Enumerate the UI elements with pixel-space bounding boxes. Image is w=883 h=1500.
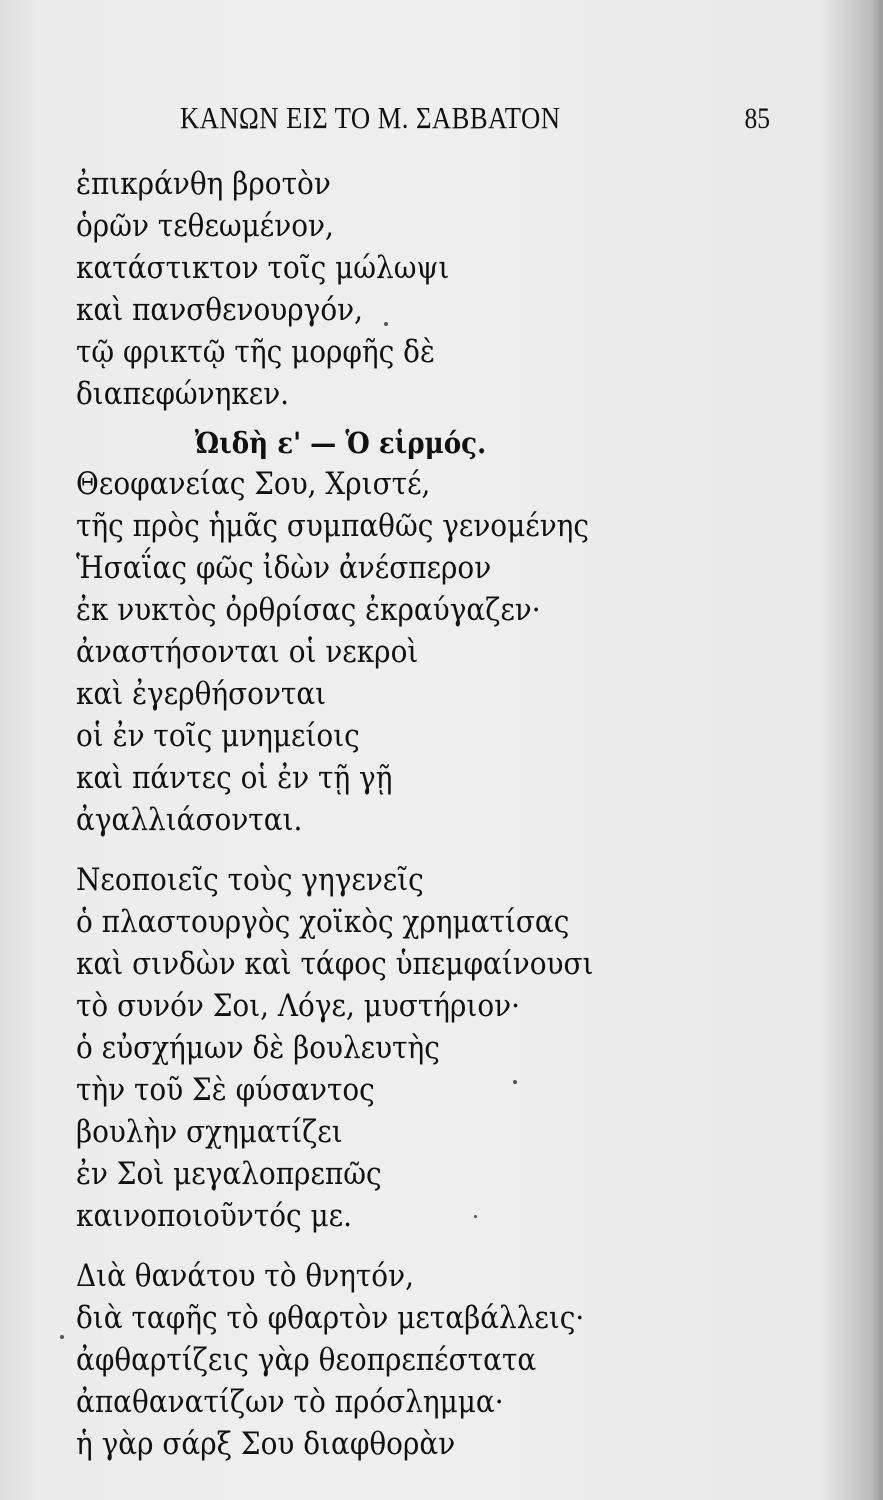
verse-line: Ἡσαΐας φῶς ἰδὼν ἀνέσπερον (76, 550, 492, 586)
verse-line: ἐπικράνθη βροτὸν (76, 166, 331, 202)
page-header (180, 100, 770, 140)
stanza (76, 1255, 636, 1465)
ode-heading: Ὠιδὴ ε' — Ὁ εἱρμός. (194, 426, 487, 460)
verse-line: τῆς πρὸς ἡμᾶς συμπαθῶς γενομένης (76, 508, 589, 544)
stanza (76, 163, 636, 415)
verse-line: ὁ πλαστουργὸς χοϊκὸς χρηματίσας (76, 904, 570, 940)
paper-speck (474, 1215, 477, 1218)
verse-line: ἀναστήσονται οἱ νεκροὶ (76, 634, 419, 670)
verse-line: ἀπαθανατίζων τὸ πρόσλημμα· (76, 1384, 504, 1420)
verse-line: τῷ φρικτῷ τῆς μορφῆς δὲ (76, 334, 435, 370)
verse-line: καὶ ἐγερθήσονται (76, 676, 327, 712)
verse-line: Θεοφανείας Σου, Χριστέ, (76, 466, 431, 502)
verse-line: ἐν Σοὶ μεγαλοπρεπῶς (76, 1156, 382, 1192)
paper-speck (384, 322, 388, 326)
stanza (76, 423, 636, 841)
verse-line: καὶ πάντες οἱ ἐν τῇ γῇ (76, 760, 393, 796)
verse-line: διαπεφώνηκεν. (76, 376, 290, 412)
verse-line: διὰ ταφῆς τὸ φθαρτὸν μεταβάλλεις· (76, 1300, 585, 1336)
paper-speck (60, 1335, 64, 1339)
verse-line: Διὰ θανάτου τὸ θνητόν, (76, 1258, 414, 1294)
paper-speck (513, 1080, 517, 1084)
verse-line: κατάστικτον τοῖς μώλωψι (76, 250, 450, 286)
verse-line: καὶ πανσθενουργόν, (76, 292, 363, 328)
verse-line: ἡ γὰρ σάρξ Σου διαφθορὰν (76, 1426, 456, 1462)
verse-line: ἀφθαρτίζεις γὰρ θεοπρεπέστατα (76, 1342, 537, 1378)
verse-line: βουλὴν σχηματίζει (76, 1114, 343, 1150)
verse-line: τὴν τοῦ Σὲ φύσαντος (76, 1072, 375, 1108)
running-title: ΚΑΝΩΝ ΕΙΣ ΤΟ Μ. ΣΑΒΒΑΤΟΝ (180, 100, 561, 135)
verse-line: ἀγαλλιάσονται. (76, 802, 303, 838)
verse-line: καινοποιοῦντός με. (76, 1198, 352, 1234)
hymn-text (76, 163, 636, 1473)
verse-line: ὁ εὐσχήμων δὲ βουλευτὴς (76, 1030, 440, 1066)
verse-line: ὁρῶν τεθεωμένον, (76, 208, 334, 244)
verse-line: τὸ συνόν Σοι, Λόγε, μυστήριον· (76, 988, 520, 1024)
page-number: 85 (744, 102, 770, 135)
verse-line: ἐκ νυκτὸς ὀρθρίσας ἐκραύγαζεν· (76, 592, 541, 628)
stanza (76, 859, 636, 1237)
verse-line: Νεοποιεῖς τοὺς γηγενεῖς (76, 862, 424, 898)
verse-line: οἱ ἐν τοῖς μνημείοις (76, 718, 360, 754)
verse-line: καὶ σινδὼν καὶ τάφος ὑπεμφαίνουσι (76, 946, 594, 982)
